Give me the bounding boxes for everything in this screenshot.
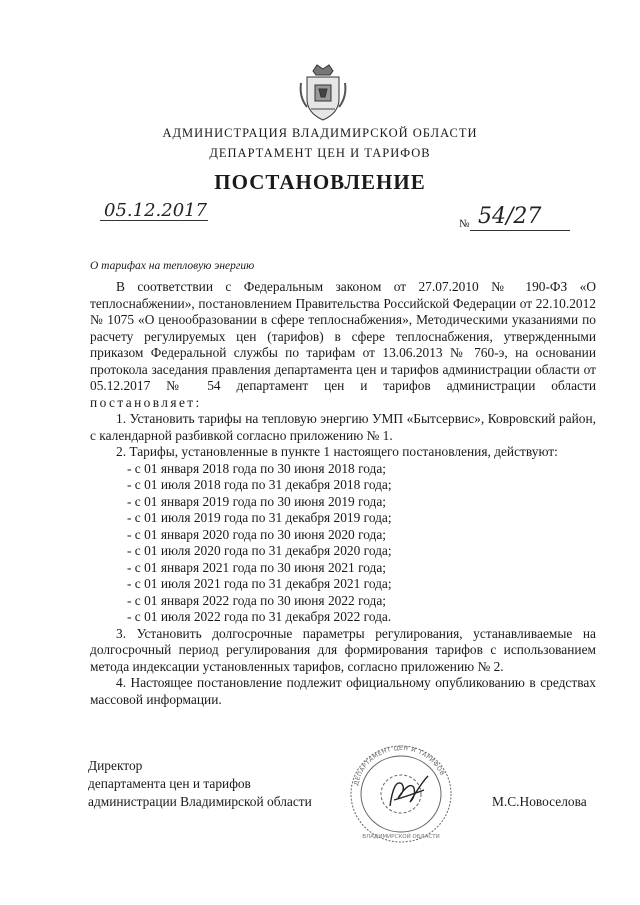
period-item: - с 01 января 2020 года по 30 июня 2020 года; bbox=[127, 526, 387, 542]
period-item: - с 01 июля 2019 года по 31 декабря 2019 года; bbox=[127, 510, 392, 525]
period-item: - с 01 января 2021 года по 30 июня 2021 года; bbox=[127, 559, 387, 575]
signer-position-line3: администрации Владимирской области bbox=[88, 794, 312, 809]
clause-2: 2. Тарифы, установленные в пункте 1 настоящего постановления, действуют: bbox=[116, 444, 558, 459]
coat-of-arms-icon bbox=[297, 63, 349, 123]
period-item: - с 01 января 2019 года по 30 июня 2019 года; bbox=[127, 493, 387, 509]
document-date: 05.12.2017 bbox=[104, 200, 208, 221]
period-item: - с 01 июля 2021 года по 31 декабря 2021 года; bbox=[127, 576, 392, 591]
document-body bbox=[90, 279, 596, 708]
signer-name: М.С.Новоселова bbox=[492, 794, 587, 809]
document-subject: О тарифах на тепловую энергию bbox=[90, 260, 255, 272]
department-name: ДЕПАРТАМЕНТ ЦЕН И ТАРИФОВ bbox=[209, 146, 431, 160]
page-title: ПОСТАНОВЛЕНИЕ bbox=[214, 170, 426, 194]
org-name: АДМИНИСТРАЦИЯ ВЛАДИМИРСКОЙ ОБЛАСТИ bbox=[162, 126, 478, 140]
number-label: № bbox=[459, 218, 470, 230]
decree-word: постановляет: bbox=[90, 394, 202, 410]
svg-text:ДЕПАРТАМЕНТ ЦЕН И ТАРИФОВ: ДЕПАРТАМЕНТ ЦЕН И ТАРИФОВ bbox=[352, 744, 446, 787]
period-item: - с 01 января 2018 года по 30 июня 2018 года; bbox=[127, 460, 387, 476]
preamble: В соответствии с Федеральным законом от 27.07.2010 № 190-ФЗ «О теплоснабжении», постановлением Правительства Российской Федерации от 22.10.2012 № 1075 «О ценообразовании в сфере теплоснабжения», Методическими указаниями по расчету регулируемых цен (тарифов) в сфере теплоснабжения, утвержденными приказом Федеральной службы по тарифам от 13.06.2013 № 760-э, на основании протокола заседания правления департамента цен и тарифов администрации области от 05.12.2017 № 54 департамент цен и тарифов администрации области постановляет: bbox=[90, 279, 596, 410]
svg-text:ВЛАДИМИРСКОЙ ОБЛАСТИ: ВЛАДИМИРСКОЙ ОБЛАСТИ bbox=[362, 834, 440, 840]
clause-3: 3. Установить долгосрочные параметры регулирования, устанавливаемые на долгосрочный период регулирования для формирования тарифов с использованием метода индексации установленных тарифов, согласно приложению № 2. bbox=[90, 625, 596, 674]
signer-position-line1: Директор bbox=[88, 758, 143, 773]
document-number: 54/27 bbox=[478, 204, 542, 229]
period-item: - с 01 июля 2018 года по 31 декабря 2018 года; bbox=[127, 477, 392, 492]
period-item: - с 01 июля 2022 года по 31 декабря 2022 года. bbox=[127, 609, 392, 624]
number-underline bbox=[470, 229, 570, 231]
signer-position-line2: департамента цен и тарифов bbox=[88, 776, 251, 791]
period-item: - с 01 января 2022 года по 30 июня 2022 года; bbox=[127, 592, 387, 608]
clause-1: 1. Установить тарифы на тепловую энергию УМП «Бытсервис», Ковровский район, с календарной разбивкой согласно приложению № 1. bbox=[90, 411, 596, 443]
clause-4: 4. Настоящее постановление подлежит официальному опубликованию в средствах массовой информации. bbox=[90, 675, 596, 707]
handwritten-signature-icon bbox=[384, 770, 434, 812]
period-item: - с 01 июля 2020 года по 31 декабря 2020 года; bbox=[127, 543, 392, 558]
